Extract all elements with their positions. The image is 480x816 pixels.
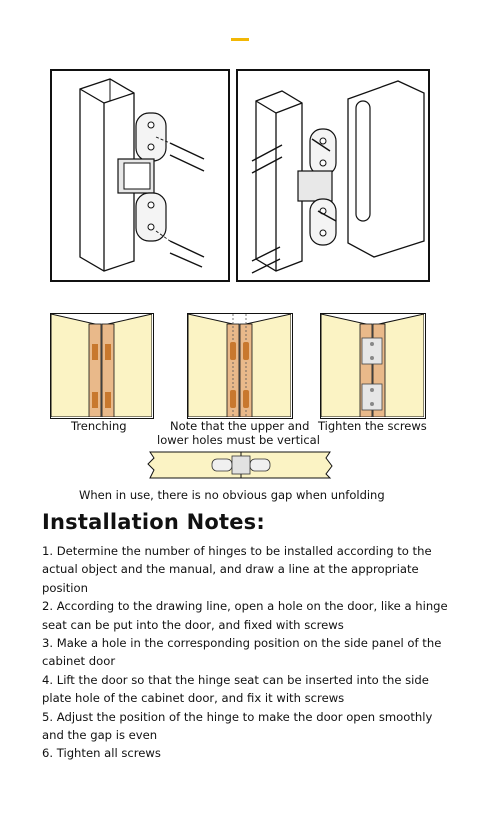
tighten-caption: Tighten the screws bbox=[318, 419, 427, 433]
unfolded-door-strip bbox=[146, 446, 336, 484]
unfolding-caption: When in use, there is no obvious gap when unfolding bbox=[79, 488, 385, 502]
vertical-holes-panel bbox=[187, 313, 293, 419]
note-caption-line2: lower holes must be vertical bbox=[157, 433, 320, 447]
step-1: 1. Determine the number of hinges to be installed according to the actual object and the manual, and draw a line at the appropriate position bbox=[42, 544, 432, 595]
hinge-drawing-exploded bbox=[50, 69, 230, 282]
accent-bar bbox=[231, 38, 249, 41]
step-6: 6. Tighten all screws bbox=[42, 746, 161, 761]
step-2: 2. According to the drawing line, open a hole on the door, like a hinge seat can be put into the door, and fixed with screws bbox=[42, 599, 448, 632]
installation-steps bbox=[42, 542, 452, 763]
step-5: 5. Adjust the position of the hinge to make the door open smoothly and the gap is even bbox=[42, 709, 433, 743]
step-4: 4. Lift the door so that the hinge seat can be inserted into the side plate hole of the cabinet door, and fix it with screws bbox=[42, 672, 429, 706]
installation-heading: Installation Notes: bbox=[42, 510, 265, 534]
step-3: 3. Make a hole in the corresponding position on the side panel of the cabinet door bbox=[42, 636, 442, 669]
hinge-drawing-installed bbox=[236, 69, 430, 282]
tighten-screws-panel bbox=[320, 313, 426, 419]
trenching-caption: Trenching bbox=[71, 419, 127, 433]
trenching-panel bbox=[50, 313, 154, 419]
note-caption-line1: Note that the upper and bbox=[170, 419, 310, 433]
